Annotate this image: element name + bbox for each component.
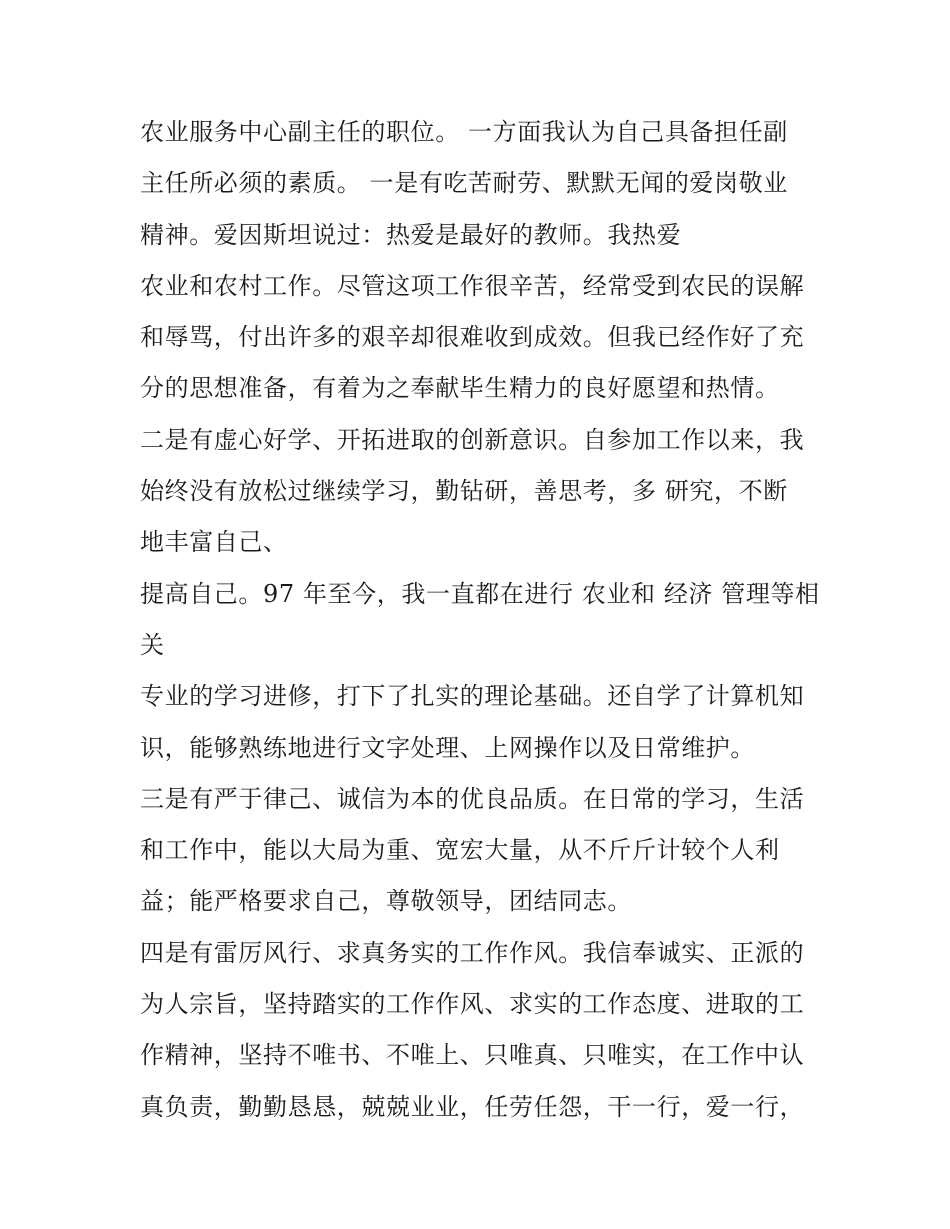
text-line: 益；能严格要求自己，尊敬领导，团结同志。 [140, 887, 632, 916]
text-line: 真负责，勤勤恳恳，兢兢业业，任劳任怨，干一行，爱一行， [140, 1092, 805, 1121]
text-line: 农业和农村工作。尽管这项工作很辛苦，经常受到农民的误解 [140, 271, 805, 300]
text-line: 主任所必须的素质。 一是有吃苦耐劳、默默无闻的爱岗敬业 [140, 169, 788, 198]
text-line: 和辱骂，付出许多的艰辛却很难收到成效。但我已经作好了充 [140, 323, 805, 352]
text-line: 提高自己。97 年至今，我一直都在进行 农业和 经济 管理等相 [140, 579, 820, 608]
text-line: 农业服务中心副主任的职位。 一方面我认为自己具备担任副 [140, 118, 788, 146]
text-line: 始终没有放松过继续学习，勤钻研，善思考，多 研究，不断 [140, 477, 788, 506]
text-line: 地丰富自己、 [140, 528, 288, 557]
text-line: 为人宗旨，坚持踏实的工作作风、求实的工作态度、进取的工 [140, 990, 805, 1019]
text-line: 精神。爱因斯坦说过：热爱是最好的教师。我热爱 [140, 220, 682, 249]
text-line: 作精神，坚持不唯书、不唯上、只唯真、只唯实，在工作中认 [140, 1041, 805, 1070]
text-line: 关 [140, 630, 165, 659]
text-line: 四是有雷厉风行、求真务实的工作作风。我信奉诚实、正派的 [140, 938, 805, 967]
text-line: 三是有严于律己、诚信为本的优良品质。在日常的学习，生活 [140, 784, 805, 813]
text-line: 识，能够熟练地进行文字处理、上网操作以及日常维护。 [140, 733, 755, 762]
text-line: 专业的学习进修，打下了扎实的理论基础。还自学了计算机知 [140, 682, 805, 711]
text-line: 二是有虚心好学、开拓进取的创新意识。自参加工作以来，我 [140, 425, 805, 454]
text-line: 分的思想准备，有着为之奉献毕生精力的良好愿望和热情。 [140, 374, 780, 403]
text-line: 和工作中，能以大局为重、宽宏大量，从不斤斤计较个人利 [140, 836, 780, 865]
body-text [140, 112, 830, 1138]
